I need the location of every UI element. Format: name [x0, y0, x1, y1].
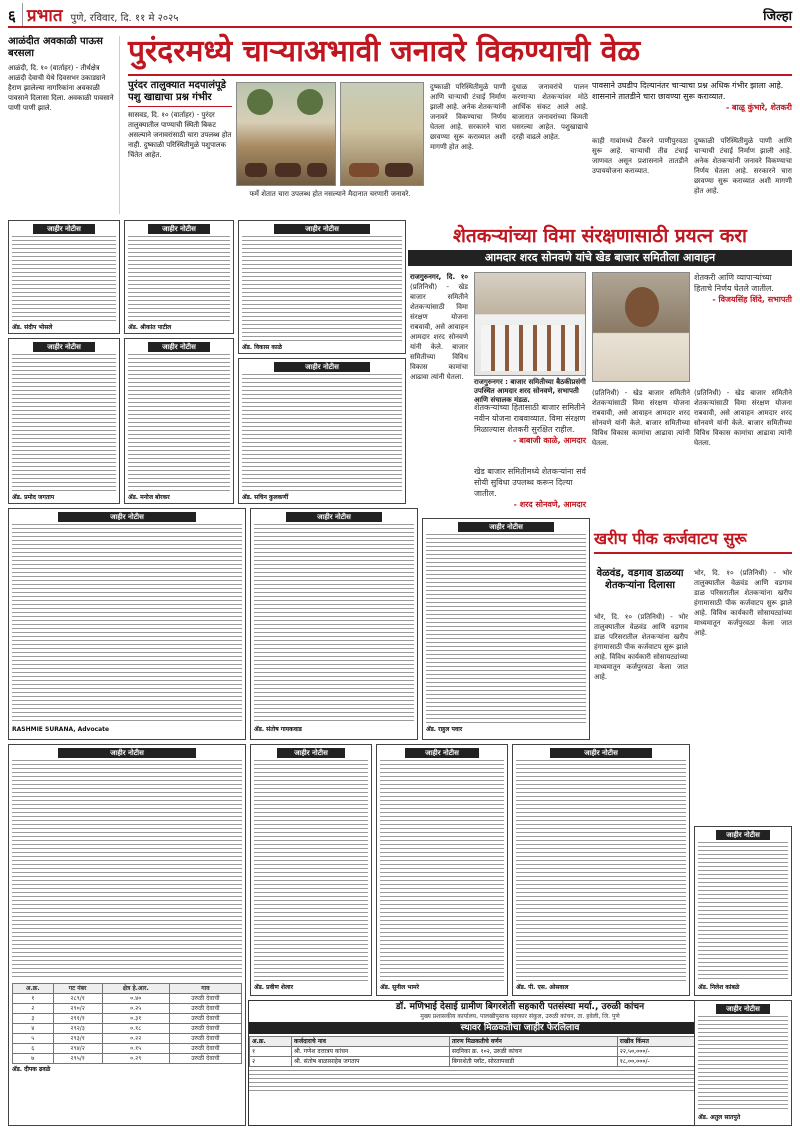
table-cell: उरुळी देवाची	[169, 1014, 241, 1024]
notice-title: जाहीर नोटीस	[148, 342, 209, 352]
table-cell: २९५/१	[53, 1054, 102, 1064]
table-cell: ०.१५	[102, 1044, 169, 1054]
notice-signature: ॲड. संतोष गायकवाड	[254, 726, 302, 733]
table-cell: श्री. गणेश दत्तात्रय कांचन	[292, 1047, 450, 1057]
notice-signature: ॲड. अतुल सातपुते	[698, 1114, 741, 1121]
lead-quote-author: - बाळू कुंभारे, शेतकरी	[725, 103, 792, 112]
notice-box	[512, 744, 690, 996]
table-row	[13, 1054, 242, 1064]
lead2-quote-3	[694, 272, 792, 382]
table-cell: २९३/१	[53, 1034, 102, 1044]
notice-title: जाहीर नोटीस	[274, 224, 370, 234]
kharif-sub-headline: वेळवंड, वडगाव डाळव्या शेतकऱ्यांना दिलासा	[596, 568, 684, 591]
table-cell: ०.३१	[102, 1014, 169, 1024]
notice-signature: ॲड. सचिन कुलकर्णी	[242, 494, 289, 501]
kharif-column-2: भोर, दि. १० (प्रतिनिधी) - भोर तालुक्यातील वेळवंड आणि वडगाव डाळ परिसरातील शेतकऱ्यांना खरीप हंगामासाठी पीक कर्जवाटप सुरू झाले आहे. विविध कार्यकारी सोसायट्यांच्या माध्यमातून कर्जपुरवठा केला जात आहे.	[694, 569, 792, 637]
notice-title: जाहीर नोटीस	[33, 224, 95, 234]
table-cell: श्री. संतोष बाळासाहेब जगताप	[292, 1057, 450, 1067]
lead-photo-1	[236, 82, 336, 186]
lead-column-4: दुष्काळी परिस्थितीमुळे पाणी आणि चाऱ्याची टंचाई निर्माण झाली आहे. अनेक शेतकऱ्यांनी जनावरे विकण्याचा निर्णय घेतला आहे. सरकारने चारा छावण्या सुरू कराव्यात अशी मागणी होत आहे.	[694, 137, 792, 195]
table-cell: २९२/३	[53, 1024, 102, 1034]
table-cell: ०.२९	[102, 1054, 169, 1064]
lead2-headline: शेतकऱ्यांच्या विमा संरक्षणासाठी प्रयत्न करा	[453, 225, 747, 247]
notice-title: जाहीर नोटीस	[33, 342, 95, 352]
notice-text	[12, 236, 116, 322]
notice-box	[8, 338, 120, 504]
notice-title: जाहीर नोटीस	[58, 748, 196, 758]
table-header: गाव	[169, 984, 241, 994]
side-story	[8, 36, 120, 214]
table-cell: ०.४०	[102, 994, 169, 1004]
notice-signature: ॲड. मनोज बोरकर	[128, 494, 170, 501]
masthead	[8, 6, 792, 28]
auction-ad-address: मुख्य प्रशासकीय कार्यालय, पालखीपुस्तक सहकार संकुल, उरुळी कांचन, ता. हवेली, जि. पुणे	[420, 1013, 620, 1020]
land-schedule-table	[12, 983, 242, 1064]
notice-signature: ॲड. पी. एस. ओसवाल	[516, 984, 569, 991]
table-cell: ४	[13, 1024, 54, 1034]
lead2-column-3: (प्रतिनिधी) - खेड बाजार समितीने शेतकऱ्यांसाठी विमा संरक्षण योजना राबवावी, असे आवाहन आमदार शरद सोनवणे यांनी केले. बाजार समितीच्या विविध विकास कामांचा आढावा त्यांनी घेतला.	[694, 389, 792, 447]
notice-text	[254, 760, 368, 982]
notice-signature: ॲड. श्रीकांत पाटील	[128, 324, 172, 331]
table-cell: २९०/२	[53, 1004, 102, 1014]
table-cell: २	[250, 1057, 292, 1067]
table-header: अ.क्र.	[250, 1037, 292, 1047]
notice-text	[426, 534, 586, 724]
kharif-headline: खरीप पीक कर्जवाटप सुरू	[594, 529, 747, 548]
lead2-body-text: (प्रतिनिधी) - खेड बाजार समितीने शेतकऱ्यांसाठी विमा संरक्षण योजना राबवावी, असे आवाहन आमदार शरद सोनवणे यांनी केले. बाजार समितीच्या विविध विकास कामांचा आढावा त्यांनी घेतला.	[410, 283, 468, 381]
tree-shape	[247, 89, 273, 115]
notice-box	[8, 744, 246, 1126]
notice-signature: ॲड. दीपक ढवळे	[12, 1066, 51, 1073]
notice-box	[8, 508, 246, 740]
cattle-shape	[245, 163, 267, 177]
table-header: तारण मिळकतीचे वर्णन	[449, 1037, 617, 1047]
notice-box	[238, 220, 406, 354]
notice-title: जाहीर नोटीस	[274, 362, 370, 372]
kharif-column-1: भोर, दि. १० (प्रतिनिधी) - भोर तालुक्यातील वेळवंड आणि वडगाव डाळ परिसरातील शेतकऱ्यांना खरीप हंगामासाठी पीक कर्जवाटप सुरू झाले आहे. विविध कार्यकारी सोसायट्यांच्या माध्यमातून कर्जपुरवठा केला जात आहे.	[594, 613, 688, 681]
lead-sub-body: सासवड, दि. १० (वार्ताहर) - पुरंदर तालुक्यातील पाण्याची स्थिती बिकट असल्याने जनावरांसाठी चारा उपलब्ध होत नाही. दुष्काळी परिस्थितीमुळे पशुपालक चिंतेत आहेत.	[128, 111, 232, 159]
portrait-face-shape	[625, 287, 659, 327]
notice-text	[12, 354, 116, 492]
table-cell: उरुळी देवाची	[169, 1054, 241, 1064]
side-story-body: आळंदी, दि. १० (वार्ताहर) - तीर्थक्षेत्र आळंदी देवाची येथे दिवसभर उकाड्याने हैराण झालेल्या नागरिकांना अवकाळी पावसाने दिलासा दिला. अवकाळी पावसाने पाणी पाणी झाले.	[8, 64, 114, 112]
notice-signature: ॲड. प्रमोद जगताप	[12, 494, 55, 501]
table-cell: ०.१८	[102, 1024, 169, 1034]
notice-text	[128, 236, 230, 322]
lead-sub-story	[128, 80, 232, 218]
lead-quote	[592, 80, 792, 113]
table-header: अ.क्र.	[13, 984, 54, 994]
table-row	[13, 1024, 242, 1034]
table-cell: सदनिका क्र. १०२, उरुळी कांचन	[449, 1047, 617, 1057]
notice-title: जाहीर नोटीस	[148, 224, 209, 234]
cattle-shape	[385, 163, 413, 177]
lead2-photo-caption: राजगुरुनगर : बाजार समितीच्या बैठकीप्रसंगी उपस्थित आमदार शरद सोनवणे, सभापती आणि संचालक मंडळ.	[474, 378, 586, 404]
lead-rule	[128, 74, 792, 76]
lead2-portrait	[592, 272, 690, 382]
table-cell: २९१/१	[53, 1014, 102, 1024]
table-cell: २९४/२	[53, 1044, 102, 1054]
auction-ad-title: डॉ. मणिभाई देसाई ग्रामीण बिगरशेती सहकारी पतसंस्था मर्या., उरुळी कांचन	[395, 1002, 645, 1012]
table-cell: बिगरशेती प्लॉट, सोरतापवाडी	[449, 1057, 617, 1067]
notice-text	[128, 354, 230, 492]
lead2-sub-headline: आमदार शरद सोनवणे यांचे खेड बाजार समितीला आवाहन	[408, 250, 792, 266]
masthead-dateline: पुणे, रविवार, दि. ११ मे २०२५	[70, 13, 179, 24]
lead2-quote-1-author: - बाबाजी काळे, आमदार	[513, 436, 586, 445]
table-cell: ०.२२	[102, 1034, 169, 1044]
notice-box	[238, 358, 406, 504]
notice-box	[694, 1000, 792, 1126]
notice-signature: ॲड. सुनील भामरे	[380, 984, 420, 991]
lead2-photo	[474, 272, 586, 376]
tree-shape	[297, 89, 323, 115]
people-group-shape	[481, 325, 581, 371]
table-cell: १	[250, 1047, 292, 1057]
table-row	[13, 1044, 242, 1054]
notice-box	[124, 338, 234, 504]
lead-photo-caption: फर्मे शेतात चारा उपलब्ध होत नसल्याने मैदानात चरणारी जनावरे.	[249, 190, 411, 198]
table-header: कर्जदाराचे नाव	[292, 1037, 450, 1047]
notice-signature: ॲड. प्रवीण शेलार	[254, 984, 294, 991]
side-story-headline: आळंदीत अवकाळी पाऊस बरसला	[8, 36, 103, 59]
notice-text	[12, 760, 242, 980]
notice-signature: ॲड. विकास काळे	[242, 344, 283, 351]
table-cell: उरुळी देवाची	[169, 1044, 241, 1054]
notice-text	[516, 760, 686, 982]
lead2-quote-2	[474, 466, 586, 512]
table-header: क्षेत्र हे.आर.	[102, 984, 169, 994]
lead-column-2: दुधाळ जनावरांचे पालन करणाऱ्या शेतकऱ्यांवर मोठे आर्थिक संकट आले आहे. बाजारात जनावरांच्या किमती घसरल्या आहेत. पशुखाद्याचे दरही वाढले आहेत.	[512, 83, 588, 141]
notice-signature: ॲड. राहुल पवार	[426, 726, 463, 733]
lead2-quote-2-text: खेड बाजार समितीमध्ये शेतकऱ्यांना सर्व सोयी सुविधा उपलब्ध करून दिल्या जातील.	[474, 467, 586, 498]
table-cell: ५	[13, 1034, 54, 1044]
notice-title: जाहीर नोटीस	[277, 748, 345, 758]
notice-box	[376, 744, 508, 996]
notice-box	[694, 826, 792, 996]
auction-ad-band: स्थावर मिळकतीचा जाहीर फेरलिलाव	[249, 1022, 791, 1034]
table-header: राखीव किंमत	[617, 1037, 695, 1047]
page-number: ६	[8, 7, 16, 25]
cattle-shape	[349, 163, 379, 177]
section-name: जिल्हा	[763, 9, 792, 24]
notice-title: जाहीर नोटीस	[286, 512, 382, 522]
table-cell: २	[13, 1004, 54, 1014]
table-cell: उरुळी देवाची	[169, 1034, 241, 1044]
table-cell: २२,५०,०००/-	[617, 1047, 695, 1057]
notice-text	[698, 842, 788, 982]
lead-column-3: काही गावांमध्ये टँकरने पाणीपुरवठा सुरू आहे. चाऱ्याची तीव्र टंचाई जाणवत असून प्रशासनाने तातडीने उपाययोजना कराव्यात.	[592, 137, 688, 175]
notice-box	[250, 508, 418, 740]
cattle-shape	[275, 163, 301, 177]
notice-signature: ॲड. निलेश कांबळे	[698, 984, 740, 991]
notice-box	[124, 220, 234, 334]
lead2-column-2: (प्रतिनिधी) - खेड बाजार समितीने शेतकऱ्यांसाठी विमा संरक्षण योजना राबवावी, असे आवाहन आमदार शरद सोनवणे यांनी केले. बाजार समितीच्या विविध विकास कामांचा आढावा त्यांनी घेतला.	[592, 389, 690, 447]
notice-box	[250, 744, 372, 996]
lead-quote-text: पावसाने उघडीप दिल्यानंतर चाऱ्याचा प्रश्न अधिक गंभीर झाला आहे. शासनाने तातडीने चारा छावण्या सुरू कराव्यात.	[592, 81, 784, 101]
table-row	[13, 994, 242, 1004]
lead2-quote-1	[474, 402, 586, 462]
notice-text	[698, 1016, 788, 1112]
table-row	[13, 1014, 242, 1024]
lead-sub-headline: पुरंदर तालुक्यात मदपालंपूडे पशु खाद्याचा प्रश्न गंभीर	[128, 80, 232, 107]
table-cell: ७	[13, 1054, 54, 1064]
table-cell: उरुळी देवाची	[169, 994, 241, 1004]
table-cell: २८९/१	[53, 994, 102, 1004]
notice-title: जाहीर नोटीस	[716, 1004, 770, 1014]
notice-title: जाहीर नोटीस	[405, 748, 479, 758]
notice-box	[8, 220, 120, 334]
table-cell: ३	[13, 1014, 54, 1024]
notice-signature: RASHMIE SURANA, Advocate	[12, 726, 110, 733]
notice-title: जाहीर नोटीस	[58, 512, 196, 522]
lead2-quote-1-text: शेतकऱ्यांच्या हितासाठी बाजार समितीने नवीन योजना राबवाव्यात. विमा संरक्षण मिळाल्यास शेतकरी सुरक्षित राहील.	[474, 403, 586, 434]
notice-title: जाहीर नोटीस	[550, 748, 652, 758]
table-cell: १	[13, 994, 54, 1004]
lead2-quote-2-author: - शरद सोनवणे, आमदार	[513, 500, 586, 509]
lead2-quote-3-author: - विजयसिंह शिंदे, सभापती	[712, 295, 792, 304]
table-row	[13, 1034, 242, 1044]
table-cell: ६	[13, 1044, 54, 1054]
notice-title: जाहीर नोटीस	[716, 830, 770, 840]
table-cell: उरुळी देवाची	[169, 1024, 241, 1034]
lead-column-1: दुष्काळी परिस्थितीमुळे पाणी आणि चाऱ्याची टंचाई निर्माण झाली आहे. अनेक शेतकऱ्यांनी जनावरे विकण्याचा निर्णय घेतला आहे. सरकारने चारा छावण्या सुरू कराव्यात अशी मागणी होत आहे.	[430, 83, 506, 151]
lead2-dateline: राजगुरुनगर, दि. १०	[410, 273, 468, 281]
lead-headline: पुरंदरमध्ये चाऱ्याअभावी जनावरे विकण्याची वेळ	[128, 34, 641, 69]
table-row	[13, 1004, 242, 1014]
notice-text	[380, 760, 504, 982]
table-header: गट नंबर	[53, 984, 102, 994]
table-cell: ०.२५	[102, 1004, 169, 1014]
notice-text	[254, 524, 414, 724]
notice-text	[242, 374, 402, 492]
notice-text	[12, 524, 242, 724]
notice-box	[422, 518, 590, 740]
notice-title: जाहीर नोटीस	[458, 522, 554, 532]
cattle-shape	[307, 163, 327, 177]
table-cell: उरुळी देवाची	[169, 1004, 241, 1014]
lead2-body	[410, 272, 468, 464]
notice-signature: ॲड. संदीप भोसले	[12, 324, 53, 331]
lead-photo-2	[340, 82, 424, 186]
newspaper-logo: प्रभात	[22, 3, 63, 26]
lead2-quote-3-text: शेतकरी आणि व्यापाऱ्यांच्या हिताचे निर्णय घेतले जातील.	[694, 273, 774, 293]
table-cell: १८,००,०००/-	[617, 1057, 695, 1067]
notice-text	[242, 236, 402, 342]
kharif-rule	[594, 552, 792, 554]
